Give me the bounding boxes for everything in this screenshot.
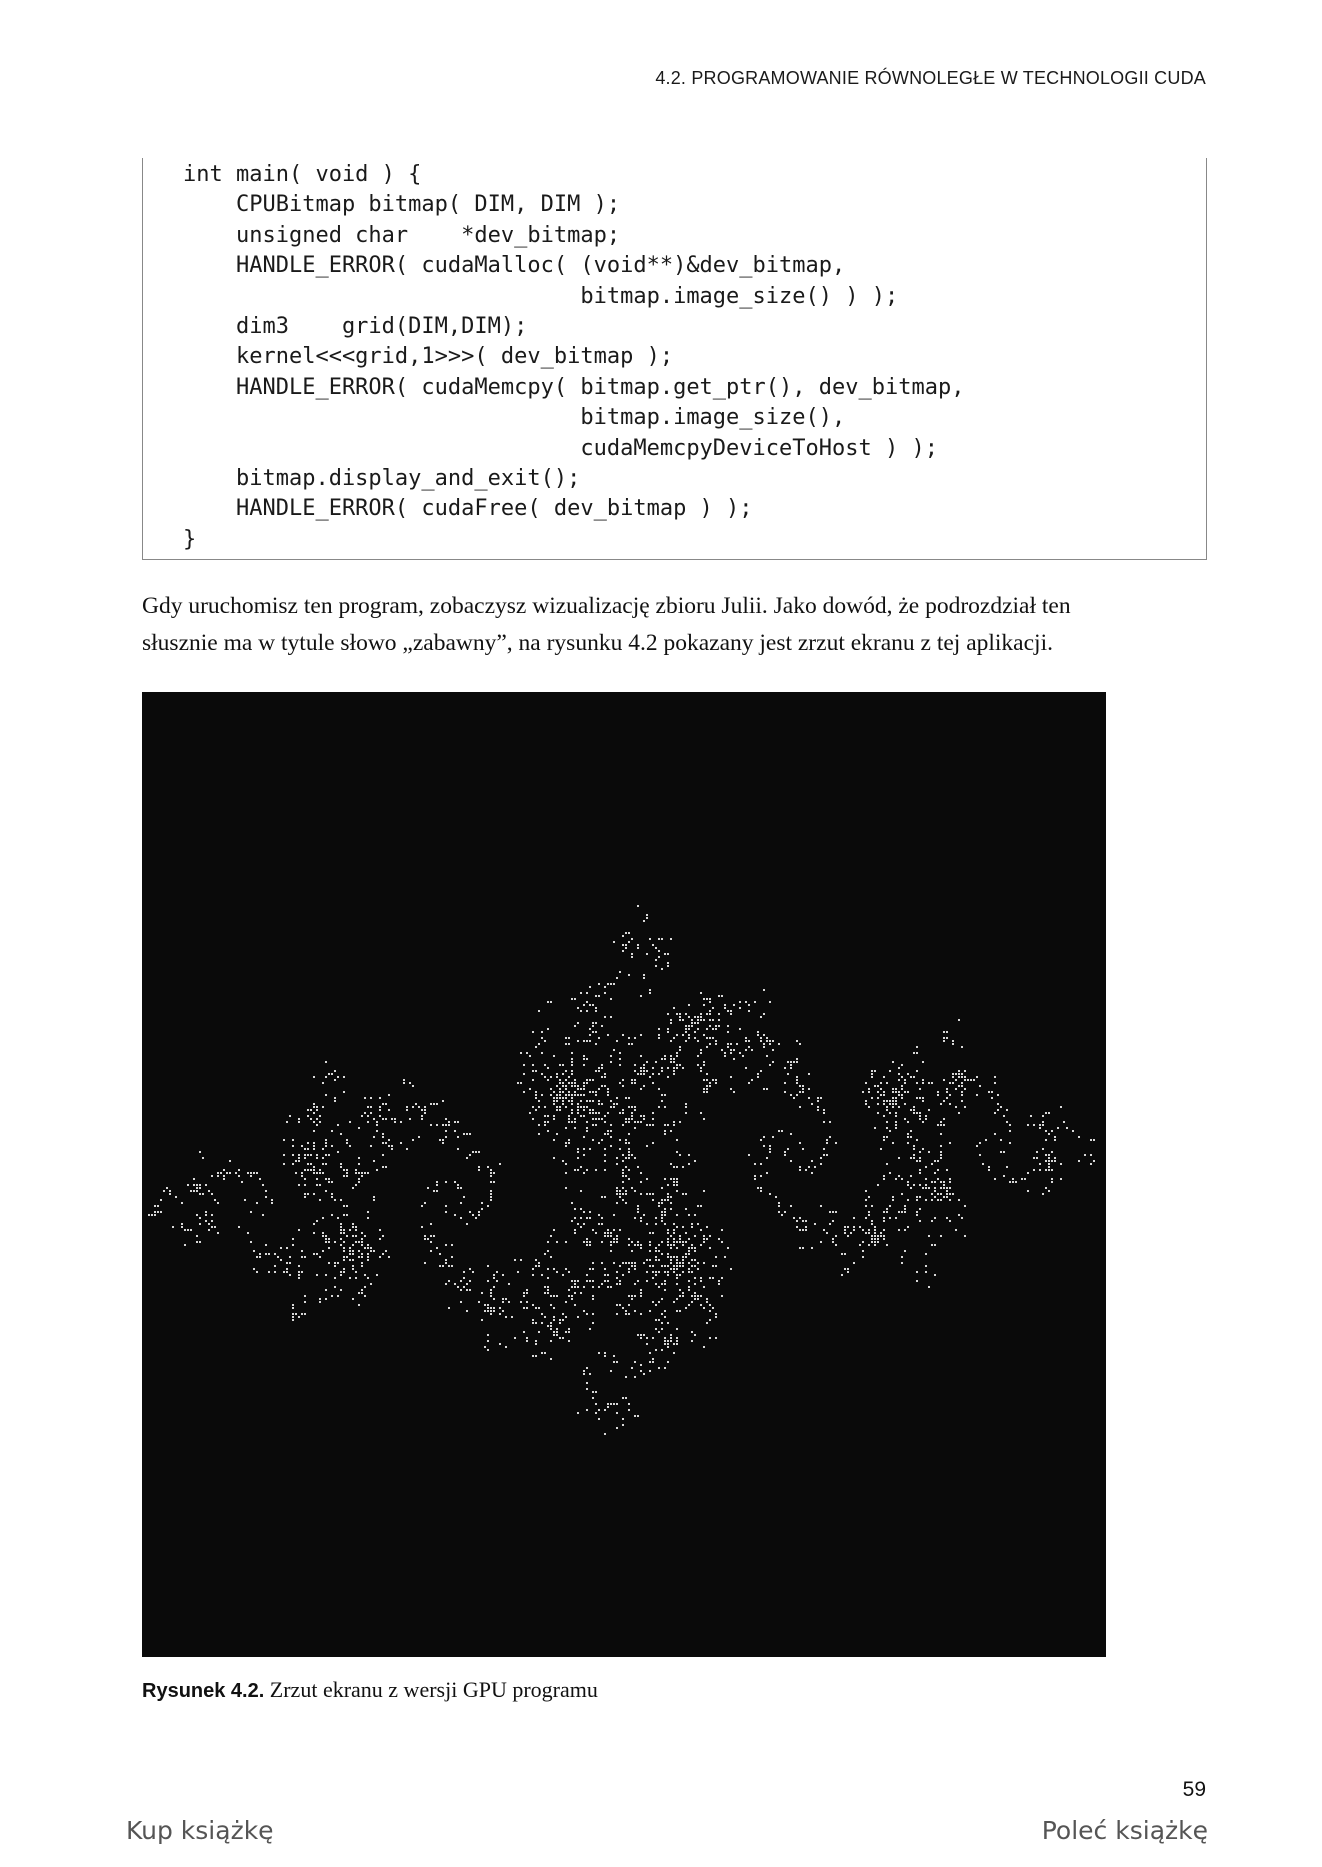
running-header: 4.2. PROGRAMOWANIE RÓWNOLEGŁE W TECHNOLOGII CUDA xyxy=(655,68,1206,88)
julia-set-figure xyxy=(142,692,1106,1657)
code-line: int main( void ) { xyxy=(183,162,422,187)
code-line: bitmap.image_size(), xyxy=(183,405,846,431)
code-line: CPUBitmap bitmap( DIM, DIM ); xyxy=(183,192,621,218)
code-line: HANDLE_ERROR( cudaMemcpy( bitmap.get_ptr(), dev_bitmap, xyxy=(183,374,965,400)
code-line: dim3 grid(DIM,DIM); xyxy=(183,313,528,339)
caption-text: Zrzut ekranu z wersji GPU programu xyxy=(264,1677,598,1702)
paragraph-line: słusznie ma w tytule słowo „zabawny”, na rysunku 4.2 pokazany jest zrzut ekranu z tej aplikacji. xyxy=(142,630,1053,656)
buy-book-link[interactable]: Kup książkę xyxy=(126,1816,274,1845)
code-line: kernel<<<grid,1>>>( dev_bitmap ); xyxy=(183,344,674,370)
code-line: unsigned char *dev_bitmap; xyxy=(183,222,621,248)
code-line: HANDLE_ERROR( cudaFree( dev_bitmap ) ); xyxy=(183,496,753,522)
code-line: bitmap.display_and_exit(); xyxy=(183,465,581,491)
code-line: } xyxy=(183,526,197,552)
code-line: cudaMemcpyDeviceToHost ) ); xyxy=(183,435,938,461)
body-paragraph xyxy=(142,588,1212,662)
code-line: bitmap.image_size() ) ); xyxy=(183,283,899,309)
page-number: 59 xyxy=(1182,1778,1206,1801)
code-line: HANDLE_ERROR( cudaMalloc( (void**)&dev_bitmap, xyxy=(183,253,846,279)
paragraph-line: Gdy uruchomisz ten program, zobaczysz wizualizację zbioru Julii. Jako dowód, że podrozdział ten xyxy=(142,593,1071,619)
figure-background xyxy=(142,692,1106,1657)
figure-caption xyxy=(142,1677,598,1703)
code-listing xyxy=(183,160,964,555)
recommend-book-link[interactable]: Poleć książkę xyxy=(1041,1816,1208,1845)
caption-label: Rysunek 4.2. xyxy=(142,1680,265,1702)
julia-set-image xyxy=(142,692,1106,1657)
